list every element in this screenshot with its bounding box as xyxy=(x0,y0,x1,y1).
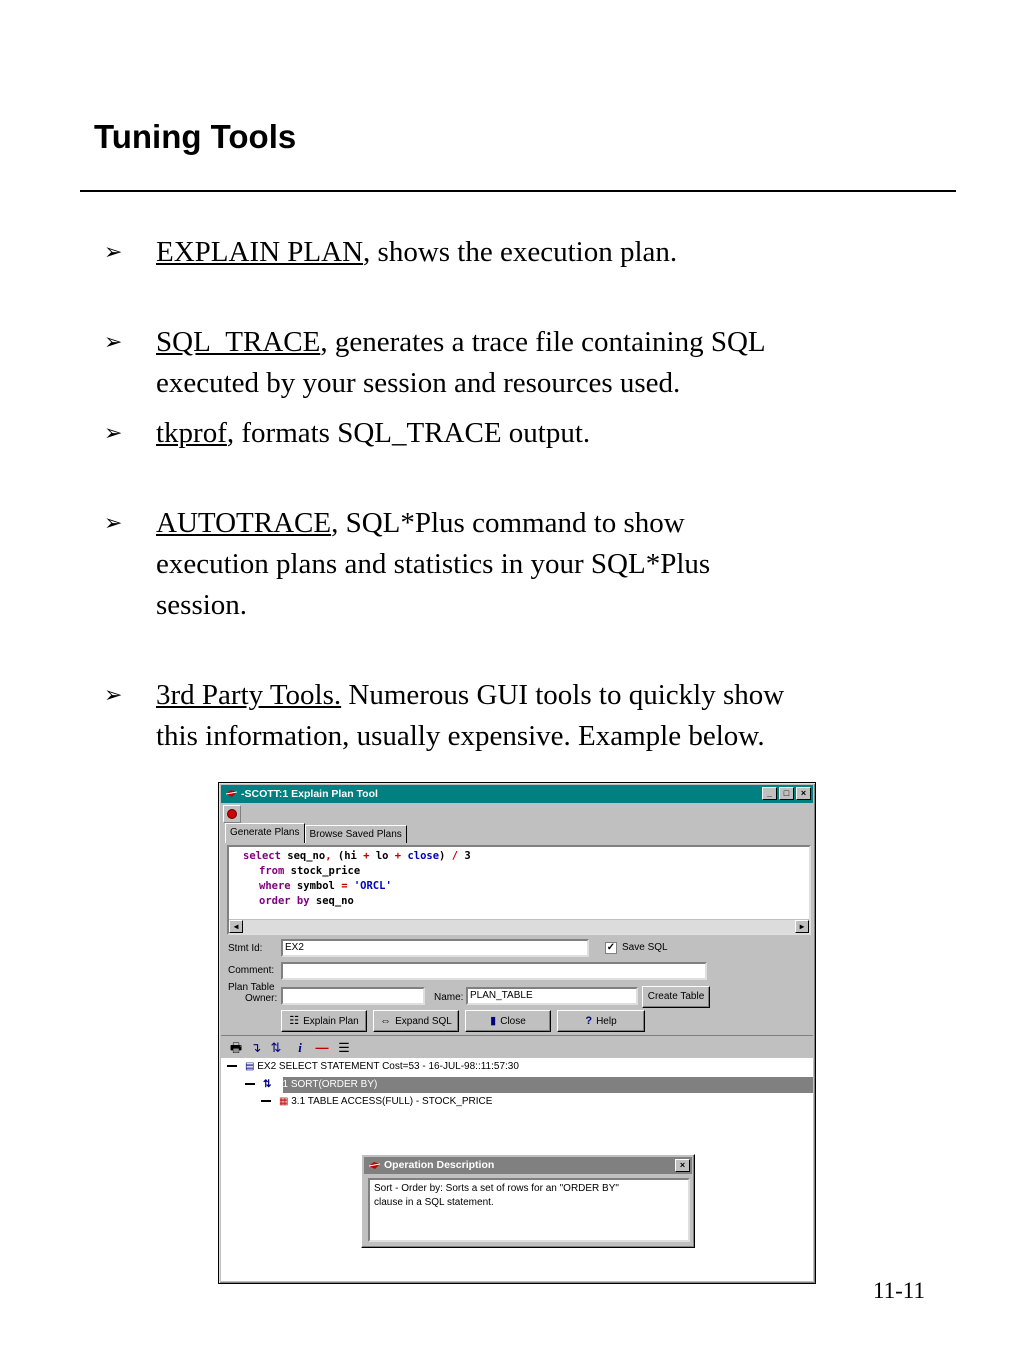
owner-input[interactable] xyxy=(281,987,425,1005)
sort-node-icon: ⇅ xyxy=(263,1079,272,1090)
bullet-autotrace xyxy=(104,503,924,626)
dialog-text: clause in a SQL statement. xyxy=(374,1197,494,1208)
page-number: 11-11 xyxy=(873,1278,925,1303)
bullet-text: execution plans and statistics in your SQL*Plus xyxy=(156,548,711,580)
dialog-text: Sort - Order by: Sorts a set of rows for an "ORDER BY" xyxy=(374,1183,619,1194)
dialog-close-button[interactable]: × xyxy=(675,1159,690,1172)
close-doc-icon: ▮ xyxy=(490,1015,497,1027)
bullet-text: , generates a trace file containing SQL xyxy=(320,326,766,358)
explain-plan-window xyxy=(218,782,816,1284)
save-sql-label: Save SQL xyxy=(622,942,668,953)
plan-table-label: Plan Table xyxy=(228,982,275,993)
bullet-text: , SQL*Plus command to show xyxy=(331,507,685,539)
bullet-term: SQL_TRACE xyxy=(156,326,321,358)
dialog-title: Operation Description xyxy=(384,1159,495,1171)
bullet-explain-plan xyxy=(104,232,924,273)
bullet-text: executed by your session and resources used. xyxy=(156,367,681,399)
close-window-button[interactable]: × xyxy=(796,787,811,800)
bullet-text: Numerous GUI tools to quickly show xyxy=(341,679,785,711)
save-sql-checkbox[interactable]: ✓ xyxy=(606,942,616,953)
plan-toolbar xyxy=(221,1035,813,1059)
step-down-icon[interactable]: ↴ xyxy=(250,1040,262,1055)
window-titlebar[interactable] xyxy=(221,785,813,803)
expand-all-icon[interactable]: ☰ xyxy=(338,1040,350,1055)
bullet-term: 3rd Party Tools. xyxy=(156,679,342,711)
explain-plan-icon: ☷ xyxy=(289,1015,300,1027)
record-button[interactable] xyxy=(223,805,241,823)
sql-line: from stock_price xyxy=(259,865,361,877)
tree-row[interactable] xyxy=(227,1059,519,1075)
statement-icon: ▤ xyxy=(245,1061,255,1072)
close-button[interactable]: ▮ Close xyxy=(465,1010,551,1032)
bullet-text: , formats SQL_TRACE output. xyxy=(226,417,591,449)
collapse-icon[interactable]: — xyxy=(315,1040,329,1055)
minimize-button[interactable]: _ xyxy=(762,787,777,800)
arrow-bullet-icon: ➢ xyxy=(104,330,123,355)
collapse-node-icon[interactable] xyxy=(261,1100,271,1102)
sql-line: where symbol = 'ORCL' xyxy=(259,880,392,892)
bullet-term: EXPLAIN PLAN xyxy=(156,236,364,268)
bullet-text: this information, usually expensive. Example below. xyxy=(156,720,765,752)
owner-label: Owner: xyxy=(245,993,278,1004)
bullet-third-party xyxy=(104,675,924,757)
print-icon[interactable]: 🖶 xyxy=(229,1040,243,1055)
table-icon: ▦ xyxy=(279,1096,289,1107)
sql-line: select seq_no, (hi + lo + close) / 3 xyxy=(243,850,471,862)
horizontal-scrollbar[interactable] xyxy=(229,919,809,933)
scroll-left-icon[interactable]: ◀ xyxy=(229,920,243,933)
dialog-titlebar[interactable] xyxy=(364,1157,692,1174)
bullet-tkprof xyxy=(104,413,924,454)
scroll-right-icon[interactable]: ▶ xyxy=(795,920,809,933)
tree-row[interactable] xyxy=(245,1077,377,1093)
tree-row-text: EX2 SELECT STATEMENT Cost=53 - 16-JUL-98::11:57:30 xyxy=(257,1061,519,1072)
name-input[interactable]: PLAN_TABLE xyxy=(466,987,638,1005)
bullet-text: , shows the execution plan. xyxy=(363,236,678,268)
plan-tree xyxy=(221,1059,813,1281)
expand-sql-icon: ⇔ xyxy=(380,1015,392,1027)
arrow-bullet-icon: ➢ xyxy=(104,511,123,536)
bullet-text: session. xyxy=(156,589,248,621)
collapse-node-icon[interactable] xyxy=(245,1083,255,1085)
help-button[interactable]: ? Help xyxy=(557,1010,645,1032)
stmt-id-label: Stmt Id: xyxy=(228,943,263,954)
bullet-term: tkprof xyxy=(156,417,227,449)
expand-sql-button[interactable]: ⇔ Expand SQL xyxy=(373,1010,459,1032)
tab-generate-plans[interactable]: Generate Plans xyxy=(225,823,305,843)
info-icon[interactable]: i xyxy=(298,1040,302,1055)
record-icon xyxy=(227,809,237,819)
title-divider xyxy=(80,190,956,192)
comment-input[interactable] xyxy=(281,962,707,980)
bullet-sql-trace xyxy=(104,322,924,404)
arrow-bullet-icon: ➢ xyxy=(104,240,123,265)
tree-row[interactable] xyxy=(261,1094,492,1110)
dialog-description xyxy=(368,1178,690,1242)
sort-icon[interactable]: ⇅ xyxy=(270,1040,282,1055)
slide-title: Tuning Tools xyxy=(94,118,297,155)
help-icon: ? xyxy=(585,1015,593,1027)
app-logo-icon xyxy=(225,788,238,799)
arrow-bullet-icon: ➢ xyxy=(104,683,123,708)
window-title: -SCOTT:1 Explain Plan Tool xyxy=(241,788,378,800)
tab-bar xyxy=(225,825,407,843)
tree-row-text: 3.1 TABLE ACCESS(FULL) - STOCK_PRICE xyxy=(291,1096,493,1107)
app-logo-icon xyxy=(368,1160,381,1171)
stmt-id-input[interactable]: EX2 xyxy=(281,939,589,957)
name-label: Name: xyxy=(434,992,464,1003)
collapse-node-icon[interactable] xyxy=(227,1065,237,1067)
sql-line: order by seq_no xyxy=(259,895,354,907)
comment-label: Comment: xyxy=(228,965,275,976)
maximize-button[interactable]: □ xyxy=(779,787,794,800)
bullet-list xyxy=(104,232,924,757)
tab-browse-saved-plans[interactable]: Browse Saved Plans xyxy=(305,825,407,843)
bullet-term: AUTOTRACE xyxy=(156,507,332,539)
arrow-bullet-icon: ➢ xyxy=(104,421,123,446)
operation-description-dialog xyxy=(361,1154,695,1248)
tree-row-text: 2.1 SORT(ORDER BY) xyxy=(274,1079,378,1090)
sql-editor[interactable] xyxy=(227,845,811,935)
create-table-button[interactable]: Create Table xyxy=(642,986,710,1008)
explain-plan-button[interactable]: ☷ Explain Plan xyxy=(281,1010,367,1032)
